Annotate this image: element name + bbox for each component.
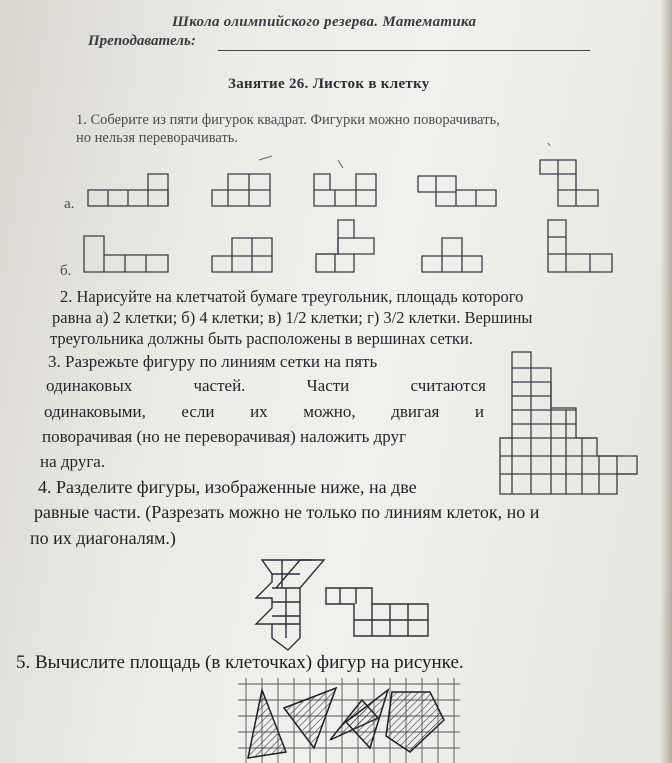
task3-line1: 3. Разрежьте фигуру по линиям сетки на пять	[48, 352, 378, 371]
task1-line1: 1. Соберите из пяти фигурок квадрат. Фигурки можно поворачивать,	[76, 112, 500, 128]
task5-grid	[238, 678, 460, 763]
task4-line3: по их диагоналям.)	[30, 528, 176, 548]
task4-line2: равные части. (Разрезать можно не только по линиям клеток, но и	[34, 502, 540, 522]
task2-line2: равна а) 2 клетки; б) 4 клетки; в) 1/2 клетки; г) 3/2 клетки. Вершины	[52, 308, 533, 327]
task5-line1: 5. Вычислите площадь (в клеточках) фигур на рисунке.	[16, 652, 464, 673]
paper-edge-shadow	[660, 0, 672, 763]
task1-line2: но нельзя переворачивать.	[76, 130, 239, 146]
task1-row-b-label: б.	[60, 263, 72, 279]
school-header: Школа олимпийского резерва. Математика	[172, 14, 477, 30]
task3-line5: на друга.	[40, 452, 106, 471]
task3-line4: поворачивая (но не переворачивая) наложить друг	[42, 427, 407, 446]
task4-line1: 4. Разделите фигуры, изображенные ниже, на две	[38, 477, 417, 497]
task1-row-a-label: а.	[64, 196, 75, 212]
task2-line1: 2. Нарисуйте на клетчатой бумаге треугольник, площадь которого	[60, 287, 524, 306]
task3-line2: одинаковых частей. Части считаются	[46, 376, 486, 395]
task3-line3: одинаковыми, если их можно, двигая и	[44, 402, 484, 421]
teacher-label: Преподаватель:	[88, 33, 196, 49]
task2-line3: треугольника должны быть расположены в вершинах сетки.	[50, 329, 473, 348]
lesson-title: Занятие 26. Листок в клетку	[228, 76, 430, 92]
